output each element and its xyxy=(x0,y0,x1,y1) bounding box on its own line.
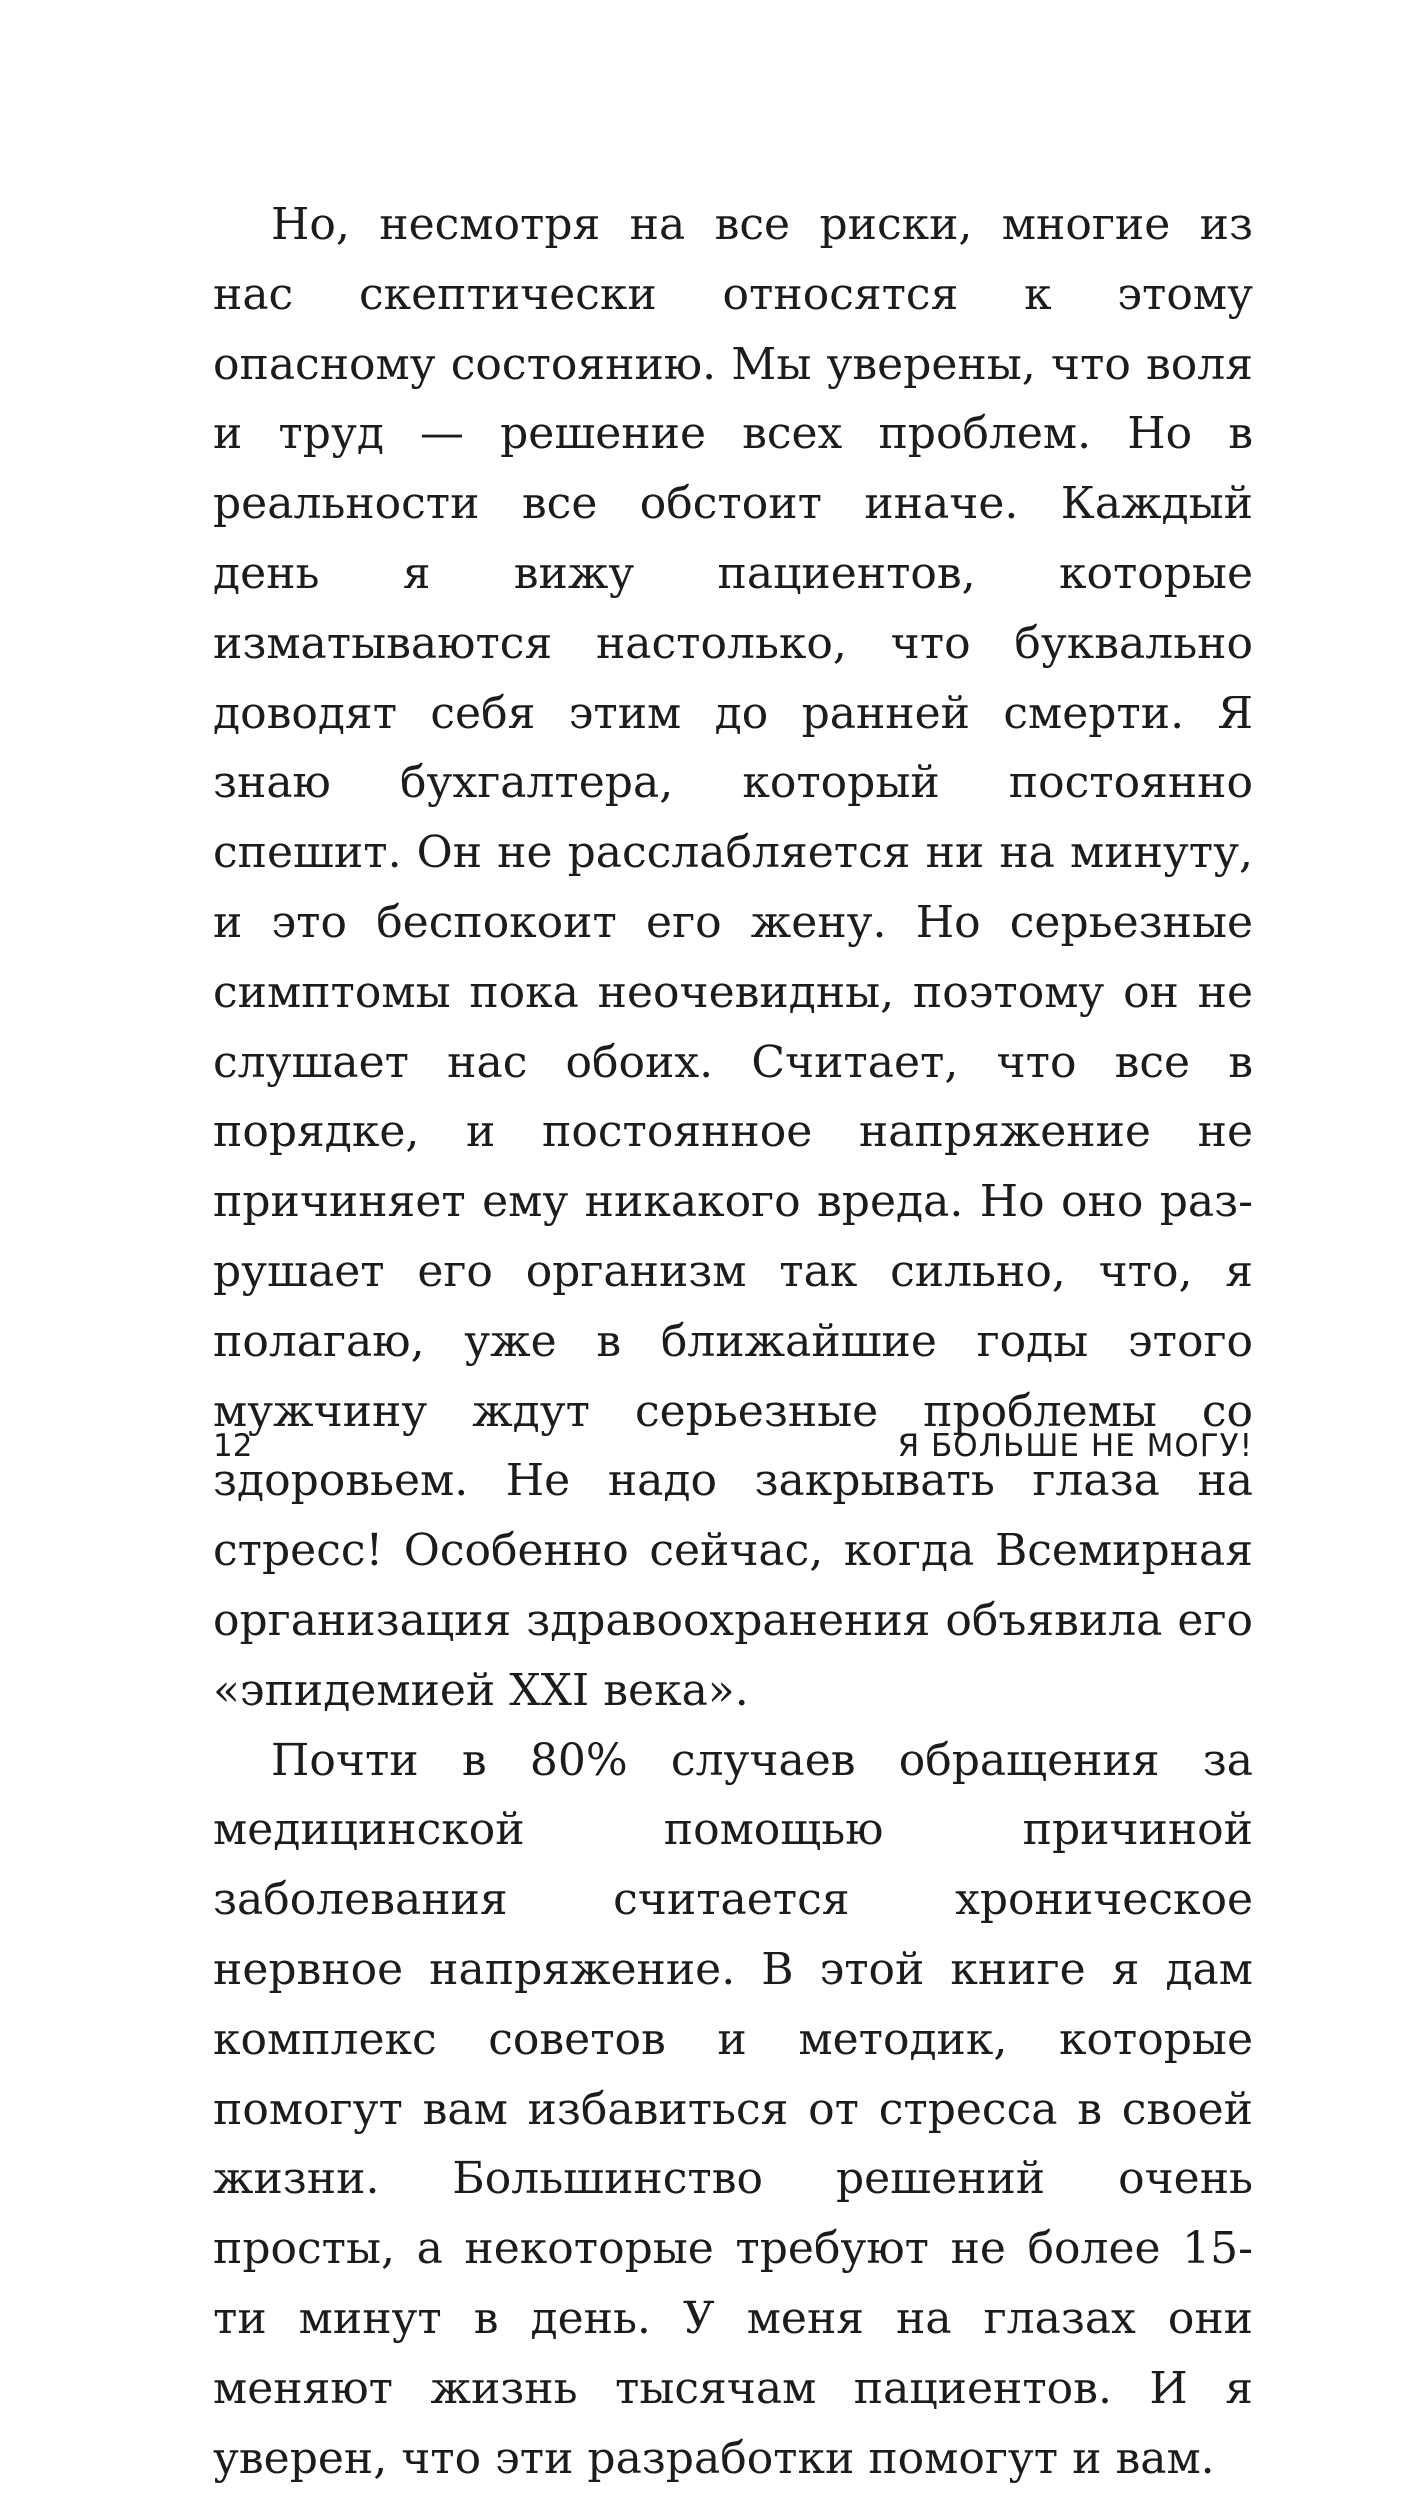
paragraph-1: Но, несмотря на все риски, многие из нас скептически относятся к этому опасному состоянию. Мы уверены, что воля и труд — решение всех проблем. Но в реальности все обстоит иначе. Каждый день я вижу пациентов, которые изматываются настолько, что буквально доводят себя этим до ранней смерти. Я знаю бухгалтера, который постоянно спешит. Он не расслабляется ни на минуту, и это беспокоит его жену. Но серьезные симптомы пока неочевидны, поэтому он не слушает нас обоих. Считает, что все в порядке, и постоянное напряжение не причиняет ему никакого вреда. Но оно разрушает его организм так сильно, что, я полагаю, уже в ближайшие годы этого мужчину ждут серьезные проблемы со здоровьем. Не надо закрывать глаза на стресс! Особенно сейчас, когда Всемирная организация здравоохранения объявила его «эпидемией XXI века». xyxy=(213,199,1253,1716)
page-number: 12 xyxy=(213,1428,253,1464)
body-text xyxy=(213,190,1253,2493)
running-title: Я БОЛЬШЕ НЕ МОГУ! xyxy=(897,1428,1253,1464)
page-footer xyxy=(213,1428,1253,1472)
paragraph-2: Почти в 80% случаев обращения за медицинской помощью причиной заболевания считается хроническое нервное напряжение. В этой книге я дам комплекс советов и методик, которые помогут вам избавиться от стресса в своей жизни. Большинство решений очень просты, а некоторые требуют не более 15-ти минут в день. У меня на глазах они меняют жизнь тысячам пациентов. И я уверен, что эти разработки помогут и вам. xyxy=(213,1734,1253,2484)
